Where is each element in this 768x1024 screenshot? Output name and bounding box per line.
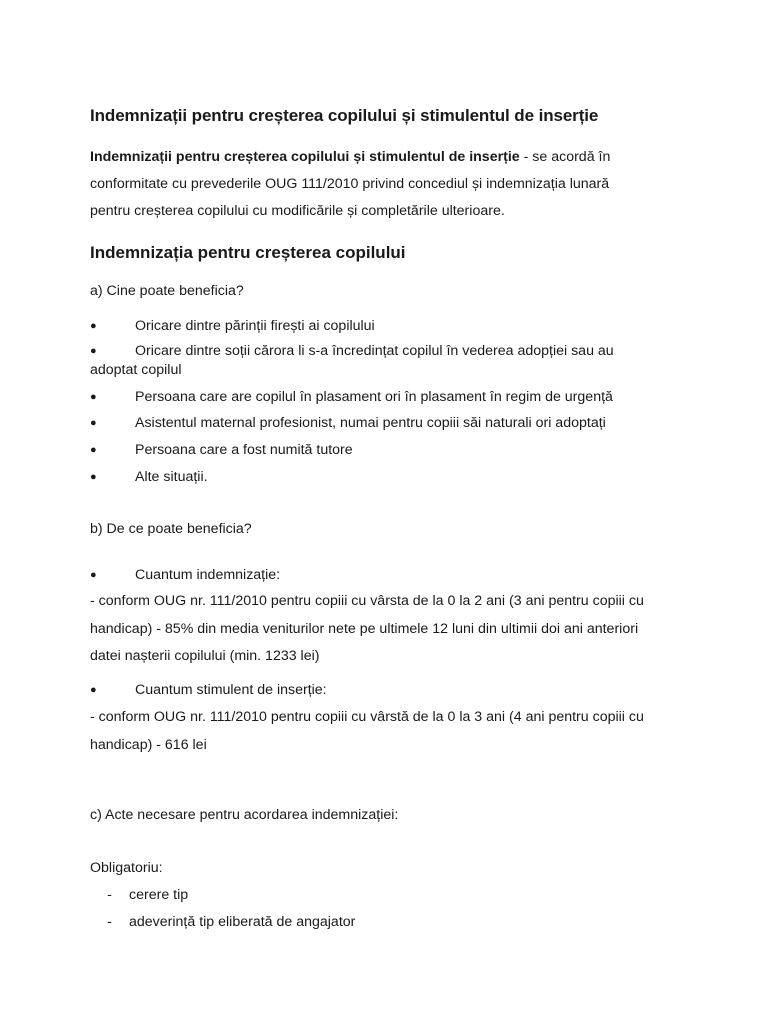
mandatory-label: Obligatoriu: <box>90 860 163 876</box>
list-item: ● Oricare dintre soții cărora li s-a încredințat copilul în vederea adopției sau au adoptat copilul <box>90 343 614 378</box>
benefit-paragraph: - conform OUG nr. 111/2010 pentru copiii cu vârsta de la 0 la 2 ani (3 ani pentru copiii cu handicap) - 85% din media veniturilor nete pe ultimele 12 luni din ultimii doi ani anteriori datei nașterii copilului (min. 1233 lei) <box>90 593 644 664</box>
intro-bold-text: Indemnizații pentru creșterea copilului și stimulentul de inserție <box>90 149 520 165</box>
question-a: a) Cine poate beneficia? <box>90 283 244 299</box>
intro-paragraph <box>90 144 650 225</box>
list-item: - cerere tip <box>90 884 188 906</box>
bullet-icon: ● <box>90 444 97 456</box>
list-item: ● Alte situații. <box>90 466 660 488</box>
bullet-icon: ● <box>90 417 97 429</box>
list-item: ● Cuantum indemnizație: <box>90 564 660 586</box>
question-c: c) Acte necesare pentru acordarea indemnizației: <box>90 807 399 823</box>
bullet-icon: ● <box>90 471 97 483</box>
list-item: ● Oricare dintre părinții firești ai copilului <box>90 315 660 337</box>
list-item: ● Asistentul maternal profesionist, numai pentru copiii săi naturali ori adoptați <box>90 412 660 434</box>
question-b: b) De ce poate beneficia? <box>90 521 252 537</box>
bullet-icon: ● <box>90 569 97 581</box>
list-item: ● Cuantum stimulent de inserție: <box>90 679 660 701</box>
intro-text: - se acordă în conformitate cu prevederile OUG 111/2010 privind concediul și indemnizația lunară pentru creșterea copilului cu modificările și completările ulterioare. <box>90 149 611 219</box>
dash-icon: - <box>107 914 112 930</box>
list-item: ● Persoana care a fost numită tutore <box>90 439 660 461</box>
document-title: Indemnizații pentru creșterea copilului și stimulentul de inserție <box>90 106 599 125</box>
list-item: ● Persoana care are copilul în plasament ori în plasament în regim de urgență <box>90 386 660 408</box>
list-item: - adeverință tip eliberată de angajator <box>90 911 355 933</box>
bullet-icon: ● <box>90 391 97 403</box>
dash-icon: - <box>107 887 112 903</box>
bullet-icon: ● <box>90 320 97 332</box>
benefit-paragraph: - conform OUG nr. 111/2010 pentru copiii cu vârstă de la 0 la 3 ani (4 ani pentru copiii cu handicap) - 616 lei <box>90 709 644 753</box>
bullet-icon: ● <box>90 684 97 696</box>
bullet-icon: ● <box>90 345 97 357</box>
section-heading: Indemnizația pentru creșterea copilului <box>90 243 406 262</box>
